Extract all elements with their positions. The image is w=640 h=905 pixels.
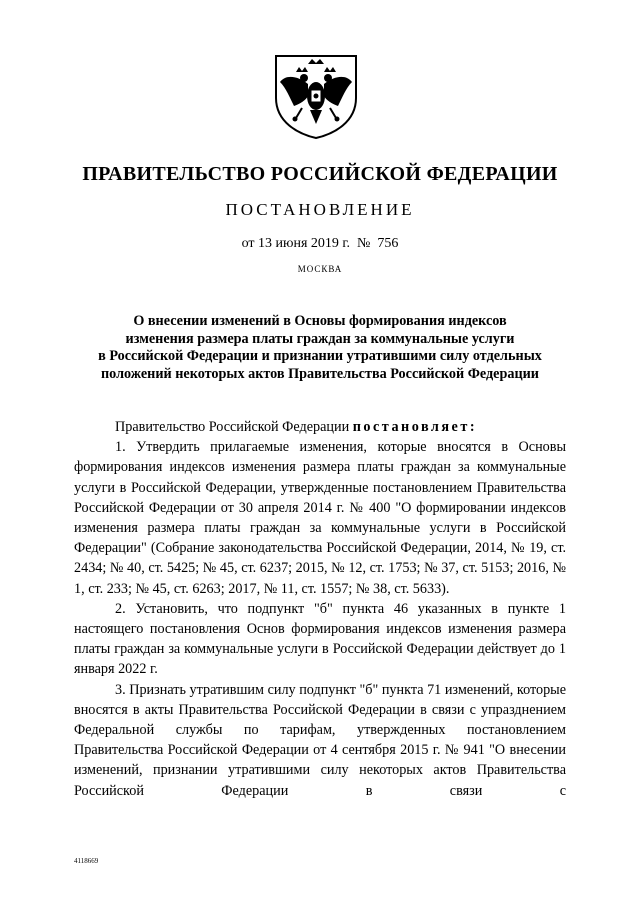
item-1-paragraph: 1. Утвердить прилагаемые изменения, которые вносятся в Основы формирования индексов изменения размера платы граждан за коммунальные услуги в Российской Федерации, утвержденные постановлением Правительства Российской Федерации от 30 апреля 2014 г. № 400 "О формировании индексов изменения размера платы граждан за коммунальные услуги в Российской Федерации" (Собрание законодательства Российской Федерации, 2014, № 19, ст. 2434; № 40, ст. 5425; № 45, ст. 6237; 2015, № 12, ст. 1753; № 37, ст. 5153; 2016, № 1, ст. 233; № 45, ст. 6263; 2017, № 11, ст. 1557; № 38, ст. 5633).	[74, 439, 566, 597]
intro-paragraph	[74, 417, 566, 437]
item-3-paragraph: 3. Признать утратившим силу подпункт "б" пункта 71 изменений, которые вносятся в акты Правительства Российской Федерации в связи с упразднением Федеральной службы по тарифам, утвержденных постановлением Правительства Российской Федерации от 4 сентября 2015 г. № 941 "О внесении изменений, признании утратившими силу некоторых актов Правительства Российской Федерации в связи с	[74, 681, 566, 799]
document-heading	[70, 313, 570, 383]
date-number-line: от 13 июня 2019 г. № 756	[241, 236, 399, 251]
heading-line: в Российской Федерации и признании утратившими силу отдельных	[98, 348, 542, 364]
item-2-paragraph: 2. Установить, что подпункт "б" пункта 46 указанных в пункте 1 настоящего постановления Основ формирования индексов изменения размера платы граждан за коммунальные услуги в Российской Федерации действует до 1 января 2022 г.	[74, 600, 566, 678]
decree-verb: постановляет:	[352, 419, 478, 435]
heading-line: изменения размера платы граждан за коммунальные услуги	[125, 330, 515, 347]
coat-of-arms-icon	[272, 52, 360, 140]
document-code: 4118669	[74, 857, 99, 865]
intro-text: Правительство Российской Федерации	[115, 419, 353, 435]
city-label: МОСКВА	[297, 264, 343, 274]
government-title: ПРАВИТЕЛЬСТВО РОССИЙСКОЙ ФЕДЕРАЦИИ	[82, 163, 558, 185]
document-body	[74, 417, 566, 801]
document-type: ПОСТАНОВЛЕНИЕ	[225, 200, 415, 219]
heading-line: положений некоторых актов Правительства Российской Федерации	[101, 365, 539, 382]
heading-line: О внесении изменений в Основы формирования индексов	[133, 313, 507, 329]
